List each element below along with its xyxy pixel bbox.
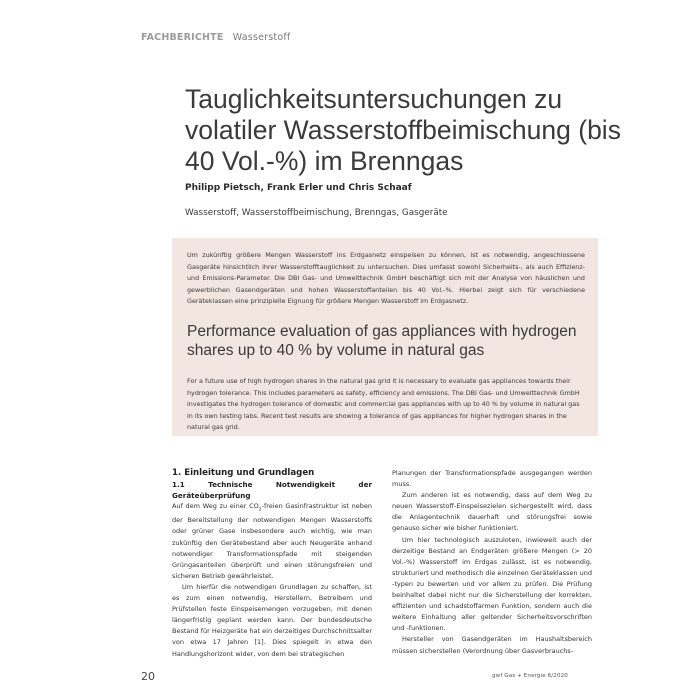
- paragraph: Zum anderen ist es notwendig, dass auf dem Weg zu neuen Wasserstoff-Einspeisezielen sichergestellt wird, dass die Anlagentechnik dauerhaft und störungsfrei sowie genauso sicher wie bisher funktioniert.: [392, 491, 592, 533]
- paragraph: Hersteller von Gasendgeräten im Haushaltsbereich müssen sicherstellen (Verordnung über Gasverbrauchs-: [392, 635, 592, 655]
- body-column-left: [172, 468, 372, 660]
- keywords: Wasserstoff, Wasserstoffbeimischung, Brenngas, Gasgeräte: [185, 208, 448, 218]
- english-title: Performance evaluation of gas appliances with hydrogen shares up to 40 % by volume in natural gas: [187, 323, 577, 359]
- page-number: 20: [141, 670, 155, 683]
- section-label: FACHBERICHTE: [141, 32, 224, 43]
- paragraph: Um hier technologisch auszuloten, inwieweit auch der derzeitige Bestand an Endgeräten größere Mengen (> 20 Vol.-%) Wasserstoff im Erdgas zulässt, ist es notwendig, strukturiert und methodisch die einzelnen Geräteklassen und -typen zu bewerten und vor allem zu prüfen. Die Prüfung beinhaltet dabei nicht nur die Sicherstellung der korrekten, effizienten und schadstoffarmen Funktion, sondern auch die weitere Einhaltung aller geltender Sicherheitsvorschriften und -funktionen.: [392, 535, 592, 633]
- article-title: Tauglichkeitsuntersuchungen zu volatiler Wasserstoffbeimischung (bis 40 Vol.-%) im Brenngas: [185, 84, 621, 176]
- paragraph: Auf dem Weg zu einer $CO_2$-freien Gasinfrastruktur ist neben der Bereitstellung der notwendigen Mengen Wasserstoffs oder grüner Gase insbesondere auch wichtig, wie man zukünftig den Gerätebestand aber auch Neugeräte anhand notwendiger Transformationspfade mit steigenden Grüngasanteilen überprüft und einen störungsfreien und sicheren Betrieb gewährleistet.: [172, 502, 372, 580]
- subsection-heading: 1.1 Technische Notwendigkeit der Geräteüberprüfung: [172, 480, 372, 500]
- journal-name: gwf Gas + Energie 6/2020: [492, 673, 568, 679]
- authors: Philipp Pietsch, Frank Erler und Chris Schaaf: [185, 183, 412, 193]
- running-header: [141, 32, 290, 43]
- paragraph: Planungen der Transformationspfade ausgegangen werden muss.: [392, 469, 592, 489]
- abstract-english: For a future use of high hydrogen shares in the natural gas grid it is necessary to evaluate gas appliances towards their hydrogen tolerance. This includes parameters as safety, efficiency and emissions. The DBI Gas- und Umwelttechnik GmbH investigates the hydrogen tolerance of domestic and commercial gas appliances with up to 40 % by volume in natural gas in its own testing labs. Recent test results are showing a tolerance of gas appliances for higher hydrogen shares in the natural gas grid.: [187, 377, 580, 432]
- body-column-right: [392, 468, 592, 657]
- abstract-german: Um zukünftig größere Mengen Wasserstoff ins Erdgasnetz einspeisen zu können, ist es notwendig, angeschlossene Gasgeräte hinsichtlich ihrer Wasserstofftauglichkeit zu untersuchen. Dies umfasst sowohl Sicherheits-, als auch Effizienz- und Emissions-Parameter. Die DBI Gas- und Umwelttechnik GmbH beschäftigt sich mit der Analyse von häuslichen und gewerblichen Gasendgeräten und hohen Wasserstoffanteilen bis 40 Vol.-%. Hierbei zeigt sich für verschiedene Geräteklassen eine prinzipielle Eignung für größere Mengen Wasserstoff im Erdgasnetz.: [187, 251, 585, 306]
- topic-label: Wasserstoff: [232, 32, 291, 43]
- section-heading: 1. Einleitung und Grundlagen: [172, 468, 315, 478]
- paragraph: Um hierfür die notwendigen Grundlagen zu schaffen, ist es zum einen notwendig, Herstellern, Betreibern und Prüfstellen feste Einspeisemengen vorzugeben, mit denen längerfristig geplant werden kann. Der bundesdeutsche Bestand für Heizgeräte hat ein derzeitiges Durchschnittsalter von etwa 17 Jahren [1]. Dies spiegelt in etwa den Handlungshorizont wider, von dem bei strategischen: [172, 582, 372, 658]
